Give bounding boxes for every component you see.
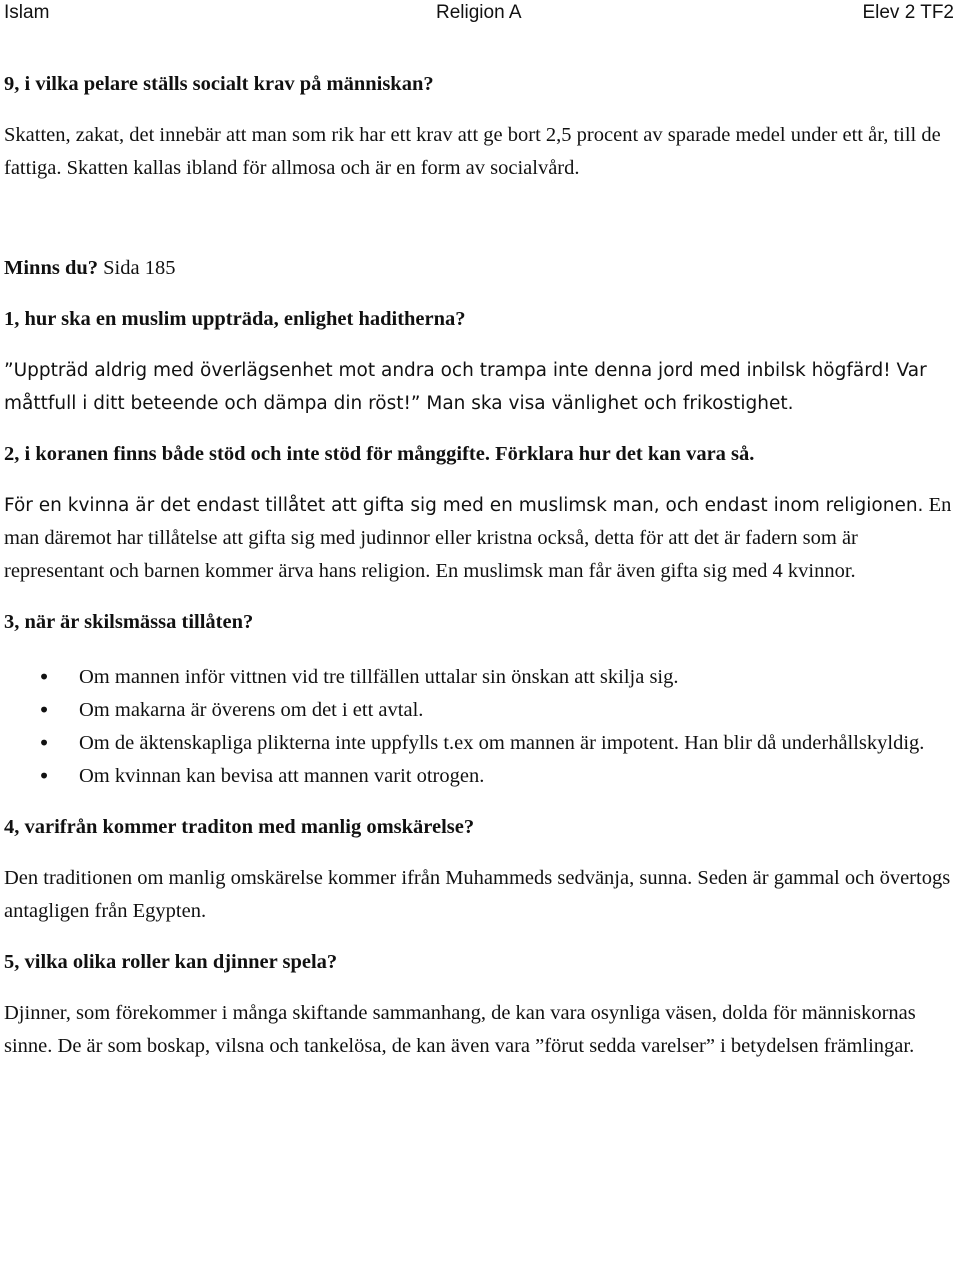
page-header [0,0,960,28]
answer-1: ”Uppträd aldrig med överlägsenhet mot andra och trampa inte denna jord med inbilsk högfärd! Var måttfull i ditt beteende och dämpa din röst!” Man ska visa vänlighet och frikostighet. [4,360,927,414]
list-item: • Om mannen inför vittnen vid tre tillfällen uttalar sin önskan att skilja sig. [4,661,954,694]
bullet-icon: • [38,764,51,788]
answer-2 [4,489,954,588]
answer-5: Djinner, som förekommer i många skiftande sammanhang, de kan vara osynliga väsen, dolda för människornas sinne. De är som boskap, vilsna och tankelösa, de kan även vara ”förut sedda varelser” i betydelsen främlingar. [4,1002,916,1057]
divorce-conditions-list [4,661,954,793]
answer-9: Skatten, zakat, det innebär att man som rik har ett krav att ge bort 2,5 procent av sparade medel under ett år, till de fattiga. Skatten kallas ibland för allmosa och är en form av socialvård. [4,124,941,179]
question-4: 4, varifrån kommer traditon med manlig omskärelse? [4,816,475,838]
bullet-icon: • [38,731,51,755]
list-item: • Om makarna är överens om det i ett avtal. [4,694,954,727]
answer-2-serif: En man däremot har tillåtelse att gifta sig med judinnor eller kristna också, detta för att det är fadern som är representant och barnen kommer ärva hans religion. En muslimsk man får även gifta sig med 4 kvinnor. [4,494,952,582]
list-item: • Om kvinnan kan bevisa att mannen varit otrogen. [4,760,954,793]
question-2: 2, i koranen finns både stöd och inte stöd för månggifte. Förklara hur det kan vara så. [4,443,755,465]
question-5: 5, vilka olika roller kan djinner spela? [4,951,338,973]
question-9: 9, i vilka pelare ställs socialt krav på människan? [4,73,434,95]
list-item: • Om de äktenskapliga plikterna inte uppfylls t.ex om mannen är impotent. Han blir då underhållskyldig. [4,727,954,760]
answer-4: Den traditionen om manlig omskärelse kommer ifrån Muhammeds sedvänja, sunna. Seden är gammal och övertogs antagligen från Egypten. [4,867,951,922]
minns-du-heading [4,252,954,285]
minns-du-label: Minns du? [4,257,99,279]
minns-du-page: Sida 185 [98,257,176,279]
document-body [4,68,954,1063]
header-course: Religion A [436,2,522,23]
question-1: 1, hur ska en muslim uppträda, enlighet haditherna? [4,308,466,330]
header-student: Elev 2 TF2 [862,2,954,23]
bullet-icon: • [38,665,51,689]
header-subject: Islam [4,2,50,23]
question-3: 3, när är skilsmässa tillåten? [4,611,254,633]
bullet-icon: • [38,698,51,722]
answer-2-sans: För en kvinna är det endast tillåtet att gifta sig med en muslimsk man, och endast inom religionen. [4,495,924,516]
